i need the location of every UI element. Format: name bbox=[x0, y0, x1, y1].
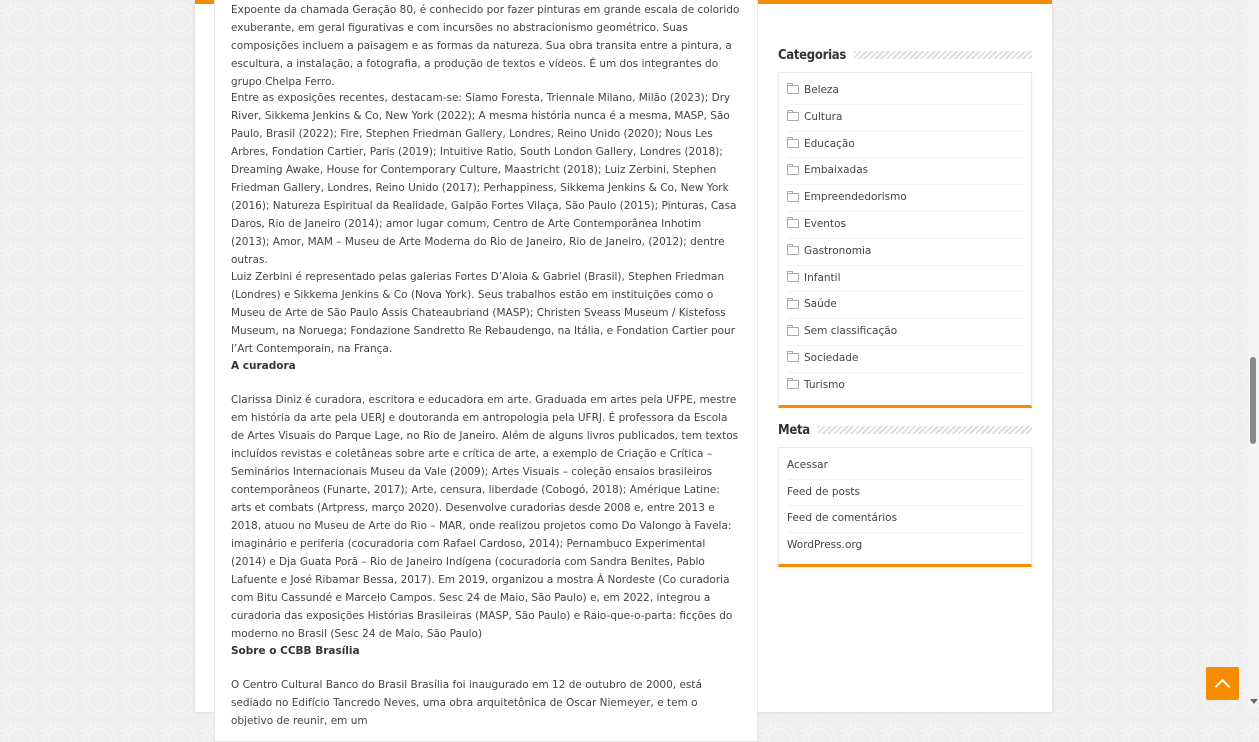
meta-widget bbox=[778, 422, 1032, 567]
meta-list-box bbox=[778, 447, 1032, 567]
folder-icon bbox=[787, 273, 799, 282]
meta-list bbox=[787, 453, 1023, 558]
category-label: Saúde bbox=[804, 298, 837, 311]
category-link[interactable] bbox=[787, 185, 1023, 212]
meta-link[interactable]: Acessar bbox=[787, 453, 1023, 480]
folder-icon bbox=[787, 327, 799, 336]
widget-title: Meta bbox=[778, 422, 1032, 438]
category-label: Cultura bbox=[804, 110, 843, 123]
folder-icon bbox=[787, 166, 799, 175]
category-link[interactable] bbox=[787, 319, 1023, 346]
article-paragraph: O Centro Cultural Banco do Brasil Brasília foi inaugurado em 12 de outubro de 2000, está sediado no Edifício Tancredo Neves, uma obra arquitetônica de Oscar Niemeyer, e tem o objetivo de reunir, em um bbox=[231, 679, 702, 727]
article-paragraph: Entre as exposições recentes, destacam-se: Siamo Foresta, Triennale Milano, Milão (2023); Dry River, Sikkema Jenkins & Co, New York (2022); A mesma história nunca é a mesma, MASP, São Paulo, Brasil (2022); Fire, Stephen Friedman Gallery, Londres, Reino Unido (2020); Nous Les Arbres, Fondation Cartier, Paris (2019); Intuitive Ratio, South London Gallery, Londres (2018); Dreaming Awake, House for Contemporary Culture, Maastricht (2018); Luiz Zerbini, Stephen Friedman Gallery, Londres, Reino Unido (2017); Perhappiness, Sikkema Jenkins & Co, New York (2016); Natureza Espiritual da Realidade, Galpão Fortes Vilaça, São Paulo (2015); Pinturas, Casa Daros, Rio de Janeiro (2014); amor lugar comum, Centro de Arte Contemporânea Inhotim (2013); Amor, MAM – Museu de Arte Moderna do Rio de Janeiro, Rio de Janeiro, (2012); dentre outras. bbox=[231, 92, 737, 266]
categories-widget bbox=[778, 47, 1032, 408]
category-label: Eventos bbox=[804, 217, 846, 230]
categories-list-box bbox=[778, 72, 1032, 408]
folder-icon bbox=[787, 246, 799, 255]
folder-icon bbox=[787, 193, 799, 202]
categories-list bbox=[787, 78, 1023, 399]
article-paragraph: Expoente da chamada Geração 80, é conhecido por fazer pinturas em grande escala de colorido exuberante, em geral figurativas e com incursões no abstracionismo geométrico. Suas composições incluem a paisagem e as formas da natureza. Sua obra transita entre a pintura, a escultura, a instalação, a fotografia, a produção de textos e vídeos. É um dos integrantes do grupo Chelpa Ferro. bbox=[231, 4, 740, 88]
scrollbar[interactable] bbox=[1248, 0, 1259, 708]
category-label: Infantil bbox=[804, 271, 841, 284]
title-decoration bbox=[818, 426, 1032, 434]
widget-title: Categorias bbox=[778, 47, 1032, 63]
folder-icon bbox=[787, 139, 799, 148]
scrollbar-thumb[interactable] bbox=[1250, 357, 1256, 444]
folder-icon bbox=[787, 300, 799, 309]
category-label: Empreendedorismo bbox=[804, 191, 907, 204]
meta-link[interactable]: Feed de posts bbox=[787, 480, 1023, 507]
category-label: Sem classificação bbox=[804, 325, 898, 338]
category-link[interactable] bbox=[787, 292, 1023, 319]
folder-icon bbox=[787, 380, 799, 389]
category-link[interactable] bbox=[787, 239, 1023, 266]
folder-icon bbox=[787, 219, 799, 228]
category-link[interactable] bbox=[787, 346, 1023, 373]
section-heading: Sobre o CCBB Brasília bbox=[231, 645, 360, 657]
category-link[interactable] bbox=[787, 105, 1023, 132]
folder-icon bbox=[787, 353, 799, 362]
scroll-down-arrow-icon[interactable] bbox=[1250, 699, 1258, 704]
category-link[interactable] bbox=[787, 373, 1023, 399]
category-label: Educação bbox=[804, 137, 855, 150]
category-link[interactable] bbox=[787, 266, 1023, 293]
category-label: Turismo bbox=[804, 378, 845, 391]
category-label: Sociedade bbox=[804, 351, 859, 364]
folder-icon bbox=[787, 85, 799, 94]
folder-icon bbox=[787, 112, 799, 121]
meta-link[interactable]: WordPress.org bbox=[787, 538, 863, 551]
meta-link[interactable]: Feed de comentários bbox=[787, 506, 1023, 533]
category-label: Gastronomia bbox=[804, 244, 872, 257]
article-paragraph: Luiz Zerbini é representado pelas galerias Fortes D’Aloia & Gabriel (Brasil), Stephen Friedman (Londres) e Sikkema Jenkins & Co (Nova York). Seus trabalhos estão em instituições como o Museu de Arte de São Paulo Assis Chateaubriand (MASP); Christen Sveass Museum / Kistefoss Museum, na Noruega; Fondazione Sandretto Re Rebaudengo, na Itália, e Fondation Cartier pour l’Art Contemporain, na França. bbox=[231, 271, 736, 355]
category-link[interactable] bbox=[787, 158, 1023, 185]
article-paragraph: Clarissa Diniz é curadora, escritora e educadora em arte. Graduada em artes pela UFPE, mestre em história da arte pela UERJ e doutoranda em antropologia pela UFRJ. É professora da Escola de Artes Visuais do Parque Lage, no Rio de Janeiro. Além de alguns livros publicados, tem textos incluídos revistas e coletâneas sobre arte e crítica de arte, a exemplo de Criação e Crítica – Seminários Internacionais Museu da Vale (2009); Artes Visuais – coleção ensaios brasileiros contemporâneos (Funarte, 2017); Arte, censura, liberdade (Cobogó, 2018); Amérique Latine: arts et combats (Artpress, março 2020). Desenvolve curadorias desde 2008 e, entre 2013 e 2018, atuou no Museu de Arte do Rio – MAR, onde realizou projetos como Do Valongo à Favela: imaginário e periferia (cocuradoria com Rafael Cardoso, 2014); Pernambuco Experimental (2014) e Dja Guata Porã – Rio de Janeiro Indígena (cocuradoria com Sandra Benites, Pablo Lafuente e José Ribamar Bessa, 2017). Em 2019, organizou a mostra À Nordeste (Co curadoria com Bitu Cassundé e Marcelo Campos. Sesc 24 de Maio, São Paulo) e, em 2022, integrou a curadoria das exposições Histórias Brasileiras (MASP, São Paulo) e Raio-que-o-parta: ficções do moderno no Brasil (Sesc 24 de Maio, São Paulo) bbox=[231, 394, 739, 640]
chevron-up-icon bbox=[1215, 678, 1231, 694]
category-link[interactable] bbox=[787, 78, 1023, 105]
category-label: Beleza bbox=[804, 84, 839, 96]
category-label: Embaixadas bbox=[804, 164, 869, 177]
category-link[interactable] bbox=[787, 132, 1023, 159]
scroll-to-top-button[interactable] bbox=[1206, 667, 1239, 700]
title-decoration bbox=[854, 51, 1032, 59]
section-heading: A curadora bbox=[231, 360, 296, 372]
category-link[interactable] bbox=[787, 212, 1023, 239]
